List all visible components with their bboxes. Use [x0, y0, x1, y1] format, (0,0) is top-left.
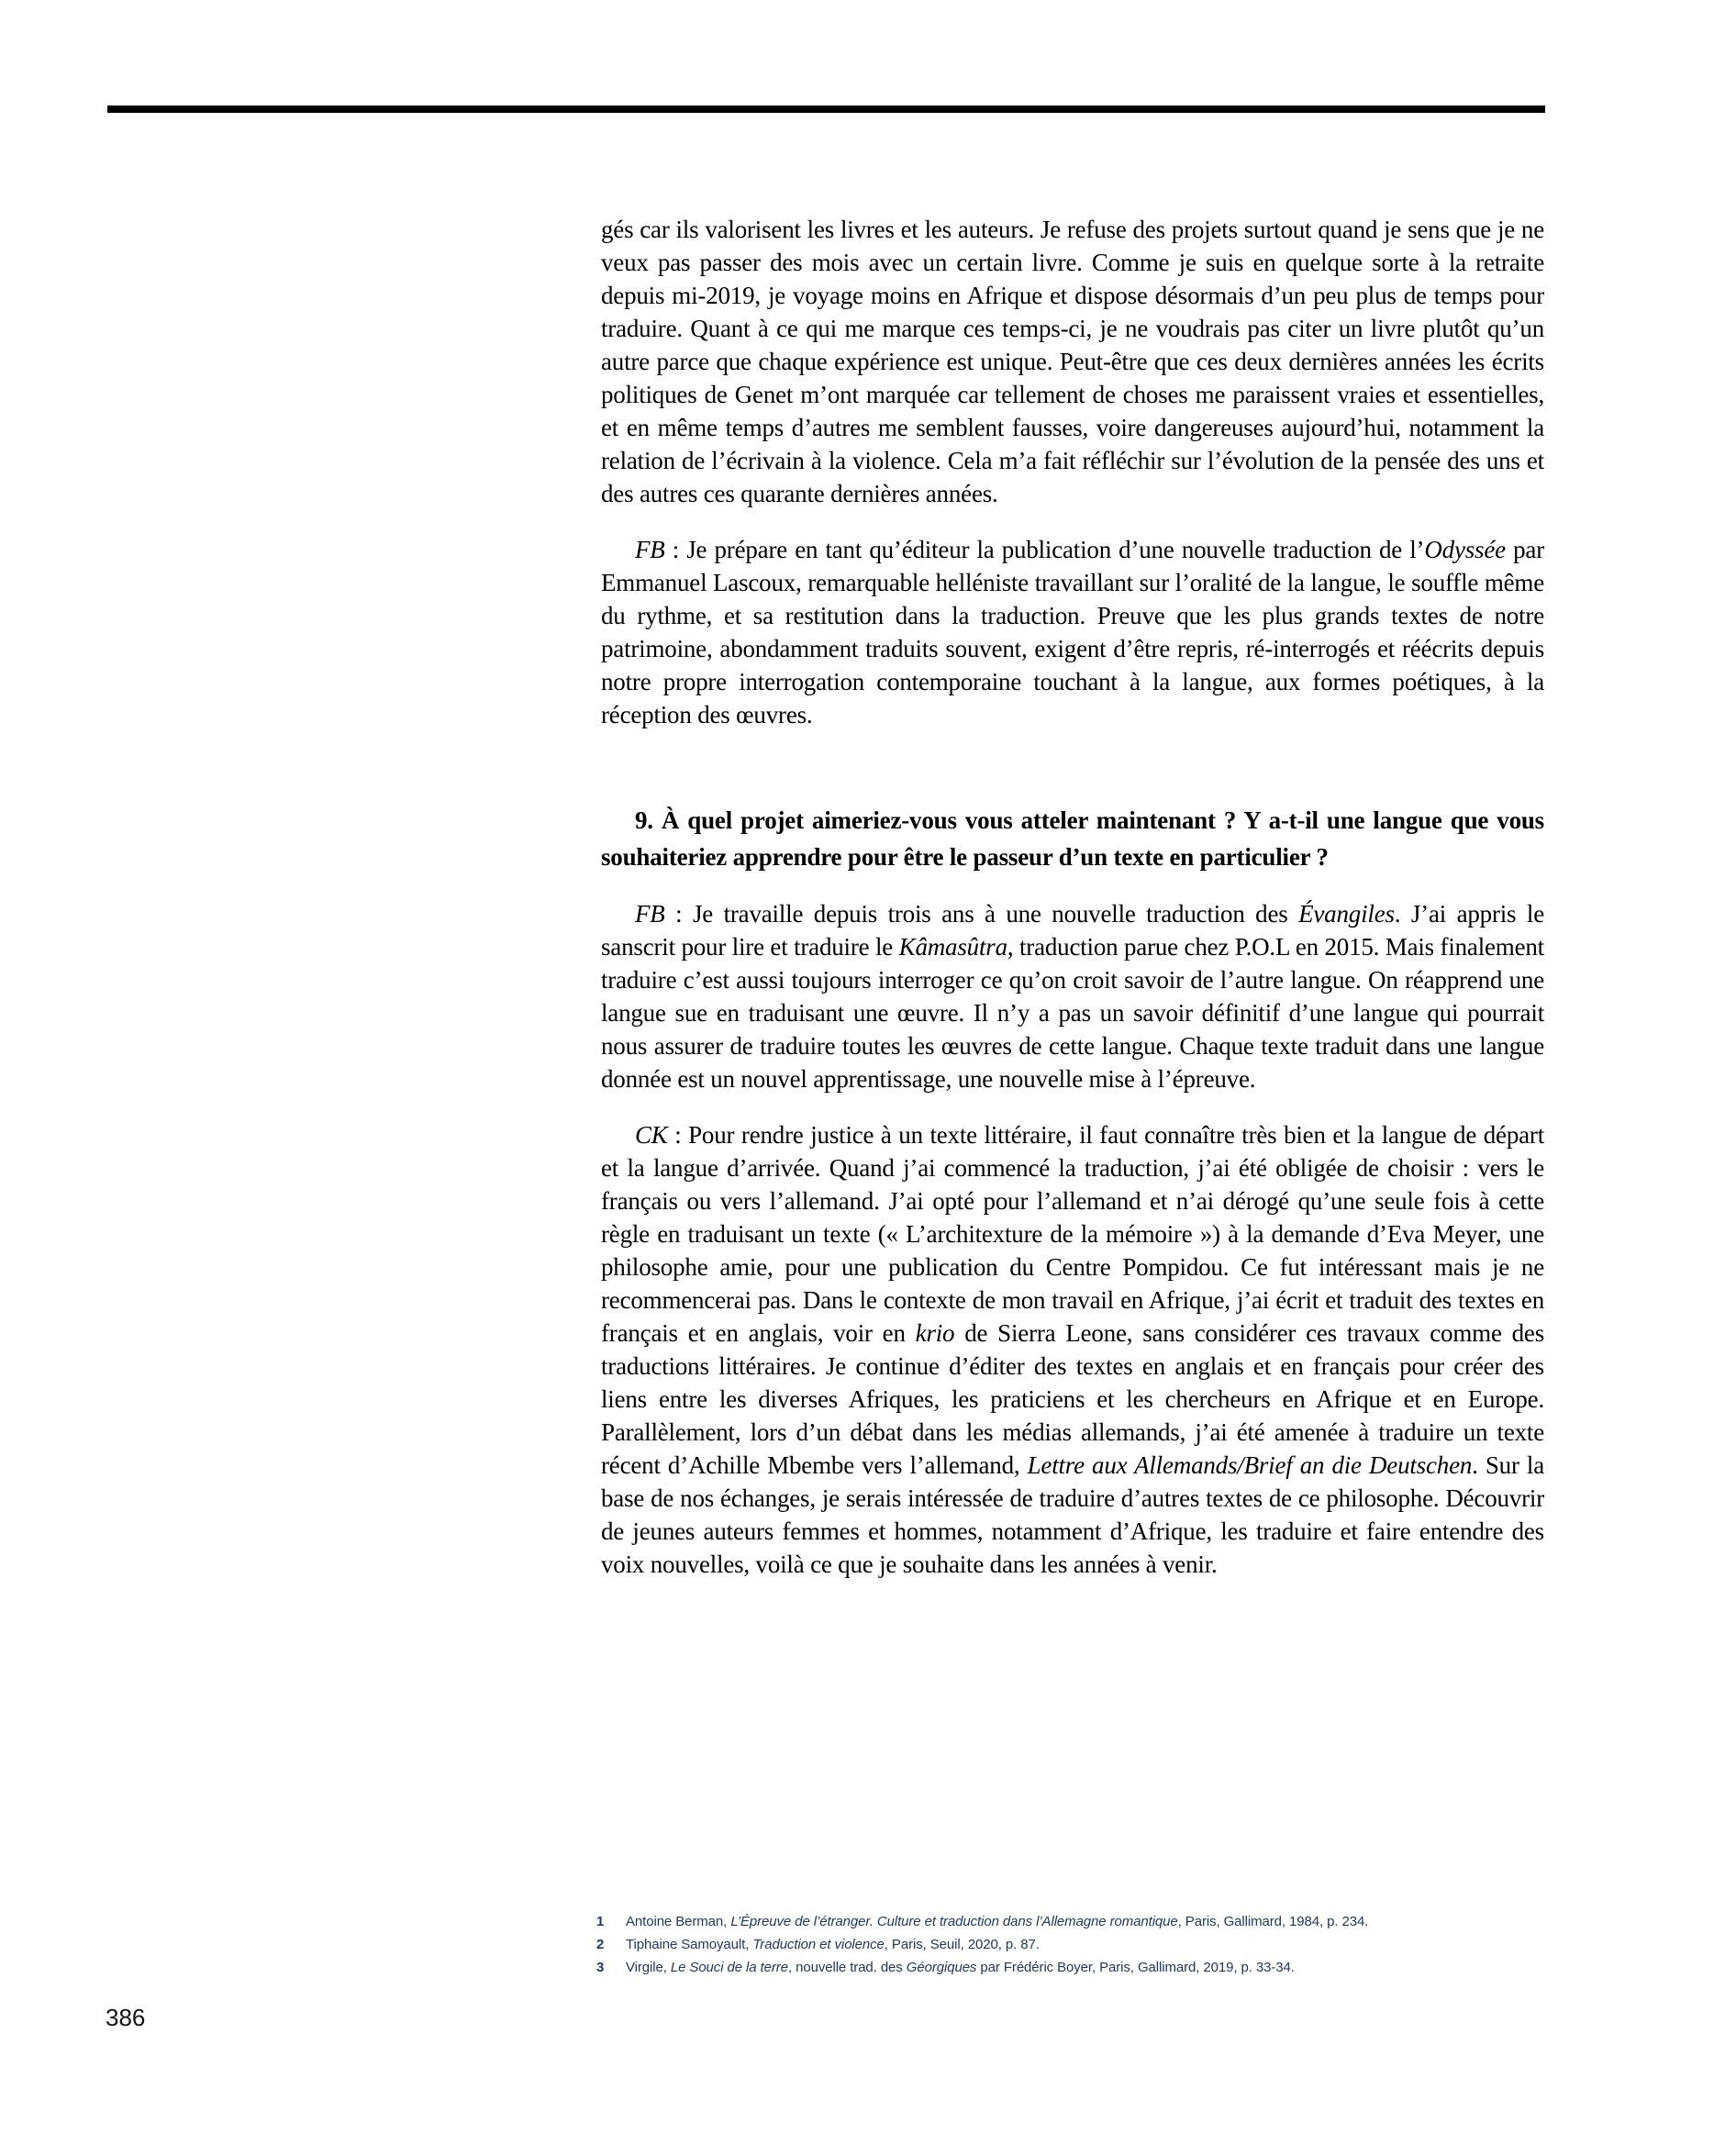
footnote-2-number: 2 [596, 1937, 605, 1952]
paragraph-ck-traduction: CK : Pour rendre justice à un texte littéraire, il faut connaître très bien et la langue de départ et la langue d’arrivée. Quand j’ai commencé la traduction, j’ai été obligée de choisir : vers le français ou vers l’allemand. J’ai opté pour l’allemand et n’ai dérogé qu’une seule fois à cette règle en traduisant un texte (« L’architexture de la mémoire ») à la demande d’Eva Meyer, une philosophe amie, pour une publication du Centre Pompidou. Ce fut intéressant mais je ne recommencerai pas. Dans le contexte de mon travail en Afrique, j’ai écrit et traduit des textes en français et en anglais, voir en krio de Sierra Leone, sans considérer ces travaux comme des traductions littéraires. Je continue d’éditer des textes en anglais et en français pour créer des liens entre les diverses Afriques, les praticiens et les chercheurs en Afrique et en Europe. Parallèlement, lors d’un débat dans les médias allemands, j’ai été amenée à traduire un texte récent d’Achille Mbembe vers l’allemand, Lettre aux Allemands/Brief an die Deutschen. Sur la base de nos échanges, je serais intéressée de traduire d’autres textes de ce philosophe. Découvrir de jeunes auteurs femmes et hommes, notamment d’Afrique, les traduire et faire entendre des voix nouvelles, voilà ce que je souhaite dans les années à venir. [601, 1121, 1544, 1578]
footnote-1 [596, 1910, 1606, 1933]
paragraph-fb-evangiles: FB : Je travaille depuis trois ans à une nouvelle traduction des Évangiles. J’ai appris le sanscrit pour lire et traduire le Kâmasûtra, traduction parue chez P.O.L en 2015. Mais finalement traduire c’est aussi toujours interroger ce qu’on croit savoir de l’autre langue. On réapprend une langue sue en traduisant une œuvre. Il n’y a pas un savoir définitif d’une langue qui pourrait nous assurer de traduire toutes les œuvres de cette langue. Chaque texte traduit dans une langue donnée est un nouvel apprentissage, une nouvelle mise à l’épreuve. [601, 900, 1544, 1093]
footnote-1-number: 1 [596, 1914, 605, 1929]
footnote-3-text: Virgile, Le Souci de la terre, nouvelle trad. des Géorgiques par Frédéric Boyer, Paris, Gallimard, 2019, p. 33-34. [626, 1960, 1295, 1975]
footnote-1-text: Antoine Berman, L’Épreuve de l’étranger. Culture et traduction dans l’Allemagne romantique, Paris, Gallimard, 1984, p. 234. [626, 1914, 1369, 1929]
top-rule [107, 106, 1545, 113]
paragraph-continuation: gés car ils valorisent les livres et les auteurs. Je refuse des projets surtout quand je sens que je ne veux pas passer des mois avec un certain livre. Comme je suis en quelque sorte à la retraite depuis mi-2019, je voyage moins en Afrique et dispose désormais d’un peu plus de temps pour traduire. Quant à ce qui me marque ces temps-ci, je ne voudrais pas citer un livre plutôt qu’un autre parce que chaque expérience est unique. Peut-être que ces deux dernières années les écrits politiques de Genet m’ont marquée car tellement de choses me paraissent vraies et essentielles, et en même temps d’autres me semblent fausses, voire dangereuses aujourd’hui, notamment la relation de l’écrivain à la violence. Cela m’a fait réfléchir sur l’évolution de la pensée des uns et des autres ces quarante dernières années. [601, 216, 1544, 507]
paragraph-fb-odyssee: FB : Je prépare en tant qu’éditeur la publication d’une nouvelle traduction de l’Odyssée par Emmanuel Lascoux, remarquable helléniste travaillant sur l’oralité de la langue, le souffle même du rythme, et sa restitution dans la traduction. Preuve que les plus grands textes de notre patrimoine, abondamment traduits souvent, exigent d’être repris, ré-interrogés et réécrits depuis notre propre interrogation contemporaine touchant à la langue, aux formes poétiques, à la réception des œuvres. [601, 536, 1544, 728]
page-number: 386 [106, 2004, 146, 2031]
footnote-2-text: Tiphaine Samoyault, Traduction et violence, Paris, Seuil, 2020, p. 87. [626, 1937, 1040, 1952]
footnote-3-number: 3 [596, 1960, 605, 1975]
footnote-3 [596, 1956, 1606, 1979]
footnote-2 [596, 1933, 1606, 1956]
question-9-heading: 9. À quel projet aimeriez-vous vous atteler maintenant ? Y a-t-il une langue que vous souhaiteriez apprendre pour être le passeur d’un texte en particulier ? [601, 806, 1544, 871]
text-column [601, 213, 1544, 1581]
footnotes-block [596, 1910, 1606, 1979]
